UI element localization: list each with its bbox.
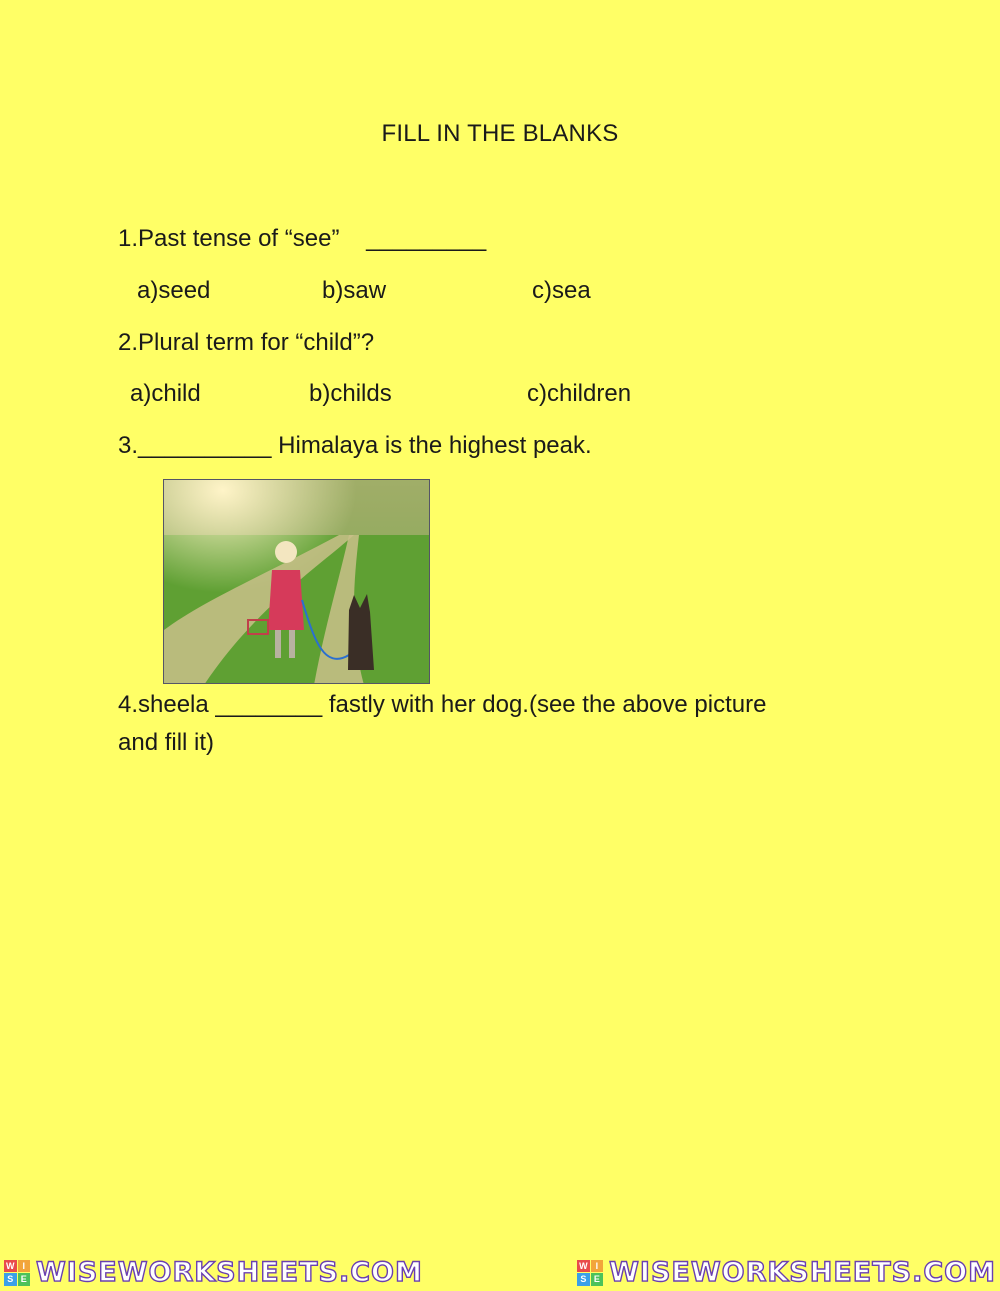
q2-option-c: c)children [527,380,632,407]
worksheet-title: FILL IN THE BLANKS [381,120,619,147]
q1-option-b: b)saw [322,277,387,304]
q2-option-a: a)child [130,380,201,407]
watermark-logo [577,1257,996,1288]
question-2: 2.Plural term for “child”? [118,329,375,356]
question-1: 1.Past tense of “see” _________ [118,225,487,252]
q1-option-a: a)seed [137,277,211,304]
brand-text: WISEWORKSHEETS.COM [36,1257,423,1288]
girl-walking-dog-photo [163,479,430,684]
question-4-line-1: 4.sheela ________ fastly with her dog.(see the above picture [118,691,767,718]
cube-logo-icon: W I S E [577,1260,603,1286]
cube-logo-icon: W I S E [4,1260,30,1286]
watermark-logo [4,1257,423,1288]
question-3: 3.__________ Himalaya is the highest peak. [118,432,592,459]
question-4-line-2: and fill it) [118,729,215,756]
q2-option-b: b)childs [309,380,392,407]
footer-watermark [0,1254,1000,1291]
q1-option-c: c)sea [532,277,591,304]
brand-text: WISEWORKSHEETS.COM [609,1257,996,1288]
